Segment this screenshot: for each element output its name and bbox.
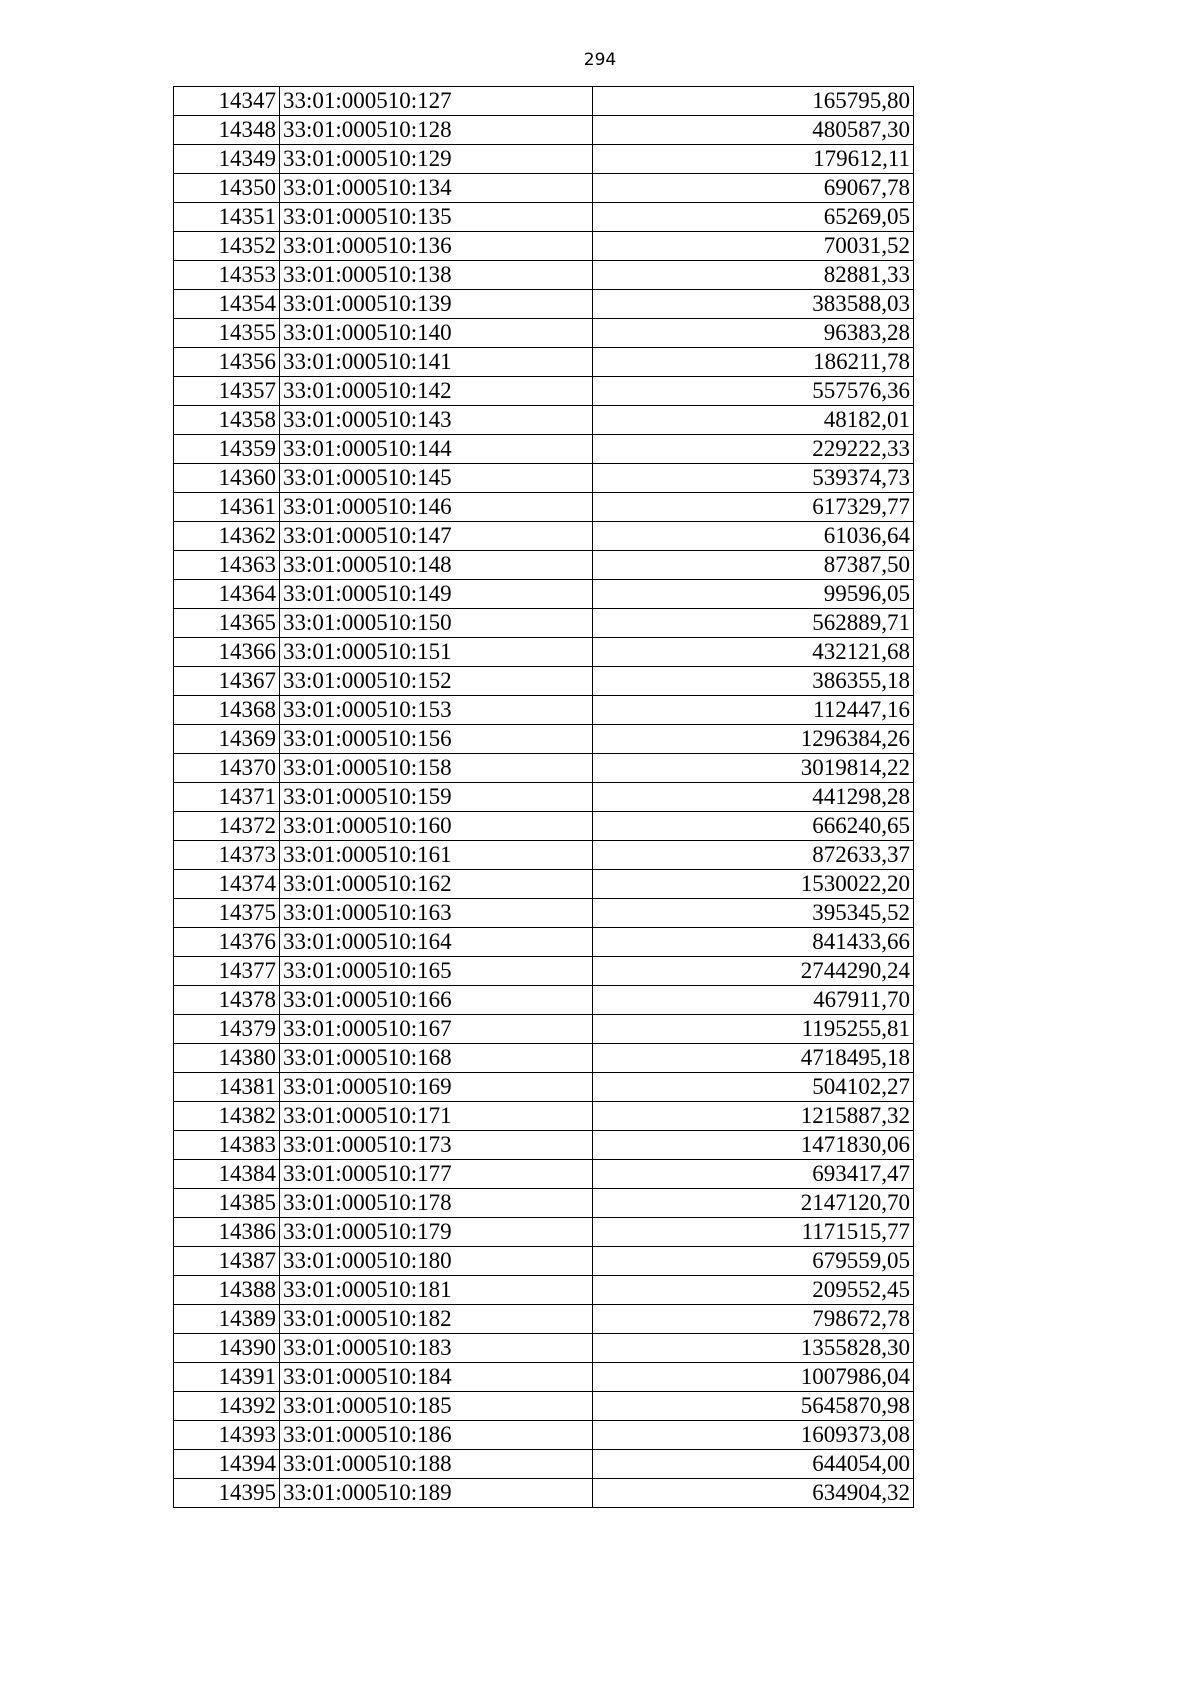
cadastral-number-cell: 33:01:000510:183 — [280, 1334, 593, 1363]
table-row — [174, 986, 914, 1015]
table-row — [174, 1479, 914, 1508]
row-number-cell: 14364 — [174, 580, 280, 609]
table-row — [174, 609, 914, 638]
cadastral-value-cell: 634904,32 — [593, 1479, 914, 1508]
row-number-cell: 14352 — [174, 232, 280, 261]
cadastral-value-cell: 1171515,77 — [593, 1218, 914, 1247]
cadastral-value-cell: 96383,28 — [593, 319, 914, 348]
cadastral-value-cell: 4718495,18 — [593, 1044, 914, 1073]
row-number-cell: 14361 — [174, 493, 280, 522]
cadastral-value-cell: 2744290,24 — [593, 957, 914, 986]
table-row — [174, 1421, 914, 1450]
cadastral-number-cell: 33:01:000510:146 — [280, 493, 593, 522]
table-row — [174, 1102, 914, 1131]
table-row — [174, 290, 914, 319]
row-number-cell: 14382 — [174, 1102, 280, 1131]
cadastral-number-cell: 33:01:000510:136 — [280, 232, 593, 261]
row-number-cell: 14383 — [174, 1131, 280, 1160]
row-number-cell: 14350 — [174, 174, 280, 203]
cadastral-number-cell: 33:01:000510:161 — [280, 841, 593, 870]
cadastral-value-cell: 666240,65 — [593, 812, 914, 841]
table-row — [174, 377, 914, 406]
cadastral-number-cell: 33:01:000510:145 — [280, 464, 593, 493]
cadastral-value-cell: 48182,01 — [593, 406, 914, 435]
table-row — [174, 667, 914, 696]
row-number-cell: 14365 — [174, 609, 280, 638]
cadastral-value-cell: 432121,68 — [593, 638, 914, 667]
cadastral-number-cell: 33:01:000510:148 — [280, 551, 593, 580]
cadastral-number-cell: 33:01:000510:186 — [280, 1421, 593, 1450]
row-number-cell: 14347 — [174, 87, 280, 116]
row-number-cell: 14380 — [174, 1044, 280, 1073]
table-row — [174, 870, 914, 899]
cadastral-value-cell: 82881,33 — [593, 261, 914, 290]
table-row — [174, 1015, 914, 1044]
cadastral-number-cell: 33:01:000510:179 — [280, 1218, 593, 1247]
cadastral-number-cell: 33:01:000510:135 — [280, 203, 593, 232]
cadastral-number-cell: 33:01:000510:141 — [280, 348, 593, 377]
cadastral-value-cell: 562889,71 — [593, 609, 914, 638]
row-number-cell: 14355 — [174, 319, 280, 348]
table-row — [174, 406, 914, 435]
row-number-cell: 14363 — [174, 551, 280, 580]
cadastral-value-cell: 1215887,32 — [593, 1102, 914, 1131]
table-row — [174, 899, 914, 928]
cadastral-number-cell: 33:01:000510:138 — [280, 261, 593, 290]
cadastral-number-cell: 33:01:000510:140 — [280, 319, 593, 348]
cadastral-number-cell: 33:01:000510:182 — [280, 1305, 593, 1334]
cadastral-number-cell: 33:01:000510:158 — [280, 754, 593, 783]
row-number-cell: 14374 — [174, 870, 280, 899]
table-row — [174, 754, 914, 783]
row-number-cell: 14367 — [174, 667, 280, 696]
row-number-cell: 14384 — [174, 1160, 280, 1189]
row-number-cell: 14379 — [174, 1015, 280, 1044]
cadastral-number-cell: 33:01:000510:149 — [280, 580, 593, 609]
table-row — [174, 1131, 914, 1160]
cadastral-number-cell: 33:01:000510:166 — [280, 986, 593, 1015]
row-number-cell: 14373 — [174, 841, 280, 870]
cadastral-value-cell: 693417,47 — [593, 1160, 914, 1189]
cadastral-number-cell: 33:01:000510:163 — [280, 899, 593, 928]
cadastral-value-cell: 557576,36 — [593, 377, 914, 406]
row-number-cell: 14393 — [174, 1421, 280, 1450]
row-number-cell: 14349 — [174, 145, 280, 174]
row-number-cell: 14388 — [174, 1276, 280, 1305]
row-number-cell: 14375 — [174, 899, 280, 928]
table-row — [174, 464, 914, 493]
table-row — [174, 435, 914, 464]
row-number-cell: 14385 — [174, 1189, 280, 1218]
cadastral-number-cell: 33:01:000510:177 — [280, 1160, 593, 1189]
cadastral-number-cell: 33:01:000510:134 — [280, 174, 593, 203]
cadastral-value-cell: 5645870,98 — [593, 1392, 914, 1421]
table-row — [174, 1363, 914, 1392]
row-number-cell: 14387 — [174, 1247, 280, 1276]
table-row — [174, 638, 914, 667]
table-row — [174, 725, 914, 754]
cadastral-value-cell: 112447,16 — [593, 696, 914, 725]
cadastral-value-cell: 87387,50 — [593, 551, 914, 580]
cadastral-number-cell: 33:01:000510:128 — [280, 116, 593, 145]
cadastral-value-cell: 186211,78 — [593, 348, 914, 377]
cadastral-number-cell: 33:01:000510:127 — [280, 87, 593, 116]
cadastral-value-cell: 3019814,22 — [593, 754, 914, 783]
row-number-cell: 14372 — [174, 812, 280, 841]
table-row — [174, 174, 914, 203]
table-row — [174, 116, 914, 145]
cadastral-value-cell: 467911,70 — [593, 986, 914, 1015]
table-row — [174, 1276, 914, 1305]
row-number-cell: 14378 — [174, 986, 280, 1015]
cadastral-number-cell: 33:01:000510:150 — [280, 609, 593, 638]
cadastral-value-cell: 99596,05 — [593, 580, 914, 609]
cadastral-value-cell: 70031,52 — [593, 232, 914, 261]
table-row — [174, 1189, 914, 1218]
row-number-cell: 14395 — [174, 1479, 280, 1508]
cadastral-number-cell: 33:01:000510:143 — [280, 406, 593, 435]
table-row — [174, 1450, 914, 1479]
table-row — [174, 783, 914, 812]
cadastral-number-cell: 33:01:000510:181 — [280, 1276, 593, 1305]
table-row — [174, 957, 914, 986]
table-row — [174, 87, 914, 116]
cadastral-value-cell: 679559,05 — [593, 1247, 914, 1276]
cadastral-number-cell: 33:01:000510:139 — [280, 290, 593, 319]
cadastral-number-cell: 33:01:000510:159 — [280, 783, 593, 812]
cadastral-number-cell: 33:01:000510:153 — [280, 696, 593, 725]
row-number-cell: 14392 — [174, 1392, 280, 1421]
cadastral-number-cell: 33:01:000510:129 — [280, 145, 593, 174]
cadastral-value-cell: 1471830,06 — [593, 1131, 914, 1160]
cadastral-number-cell: 33:01:000510:168 — [280, 1044, 593, 1073]
table-row — [174, 1305, 914, 1334]
table-row — [174, 348, 914, 377]
row-number-cell: 14354 — [174, 290, 280, 319]
cadastral-number-cell: 33:01:000510:180 — [280, 1247, 593, 1276]
cadastral-value-cell: 209552,45 — [593, 1276, 914, 1305]
row-number-cell: 14377 — [174, 957, 280, 986]
cadastral-value-cell: 441298,28 — [593, 783, 914, 812]
row-number-cell: 14370 — [174, 754, 280, 783]
table-row — [174, 928, 914, 957]
row-number-cell: 14390 — [174, 1334, 280, 1363]
cadastral-number-cell: 33:01:000510:156 — [280, 725, 593, 754]
cadastral-value-cell: 644054,00 — [593, 1450, 914, 1479]
cadastral-value-cell: 539374,73 — [593, 464, 914, 493]
row-number-cell: 14371 — [174, 783, 280, 812]
cadastral-number-cell: 33:01:000510:178 — [280, 1189, 593, 1218]
row-number-cell: 14389 — [174, 1305, 280, 1334]
cadastral-value-table — [173, 86, 914, 1508]
cadastral-value-cell: 872633,37 — [593, 841, 914, 870]
cadastral-number-cell: 33:01:000510:188 — [280, 1450, 593, 1479]
row-number-cell: 14358 — [174, 406, 280, 435]
row-number-cell: 14356 — [174, 348, 280, 377]
cadastral-value-cell: 383588,03 — [593, 290, 914, 319]
cadastral-number-cell: 33:01:000510:171 — [280, 1102, 593, 1131]
cadastral-number-cell: 33:01:000510:189 — [280, 1479, 593, 1508]
row-number-cell: 14353 — [174, 261, 280, 290]
cadastral-value-cell: 1530022,20 — [593, 870, 914, 899]
cadastral-number-cell: 33:01:000510:185 — [280, 1392, 593, 1421]
table-row — [174, 1334, 914, 1363]
cadastral-value-cell: 617329,77 — [593, 493, 914, 522]
cadastral-value-cell: 1195255,81 — [593, 1015, 914, 1044]
cadastral-number-cell: 33:01:000510:152 — [280, 667, 593, 696]
row-number-cell: 14351 — [174, 203, 280, 232]
cadastral-value-cell: 386355,18 — [593, 667, 914, 696]
cadastral-number-cell: 33:01:000510:162 — [280, 870, 593, 899]
cadastral-number-cell: 33:01:000510:173 — [280, 1131, 593, 1160]
table-row — [174, 232, 914, 261]
table-row — [174, 1392, 914, 1421]
cadastral-value-cell: 480587,30 — [593, 116, 914, 145]
row-number-cell: 14357 — [174, 377, 280, 406]
cadastral-value-cell: 504102,27 — [593, 1073, 914, 1102]
cadastral-value-cell: 229222,33 — [593, 435, 914, 464]
row-number-cell: 14386 — [174, 1218, 280, 1247]
cadastral-number-cell: 33:01:000510:144 — [280, 435, 593, 464]
cadastral-value-cell: 1609373,08 — [593, 1421, 914, 1450]
table-row — [174, 841, 914, 870]
cadastral-value-cell: 1355828,30 — [593, 1334, 914, 1363]
table-row — [174, 522, 914, 551]
row-number-cell: 14391 — [174, 1363, 280, 1392]
row-number-cell: 14362 — [174, 522, 280, 551]
cadastral-number-cell: 33:01:000510:169 — [280, 1073, 593, 1102]
page-number: 294 — [583, 50, 617, 70]
cadastral-value-cell: 65269,05 — [593, 203, 914, 232]
cadastral-value-cell: 841433,66 — [593, 928, 914, 957]
row-number-cell: 14359 — [174, 435, 280, 464]
cadastral-value-cell: 1007986,04 — [593, 1363, 914, 1392]
row-number-cell: 14360 — [174, 464, 280, 493]
table-row — [174, 319, 914, 348]
cadastral-value-cell: 61036,64 — [593, 522, 914, 551]
table-row — [174, 551, 914, 580]
row-number-cell: 14394 — [174, 1450, 280, 1479]
table-row — [174, 580, 914, 609]
table-row — [174, 812, 914, 841]
cadastral-value-cell: 69067,78 — [593, 174, 914, 203]
row-number-cell: 14348 — [174, 116, 280, 145]
table-row — [174, 261, 914, 290]
cadastral-number-cell: 33:01:000510:160 — [280, 812, 593, 841]
cadastral-number-cell: 33:01:000510:164 — [280, 928, 593, 957]
table-row — [174, 1044, 914, 1073]
row-number-cell: 14366 — [174, 638, 280, 667]
cadastral-number-cell: 33:01:000510:167 — [280, 1015, 593, 1044]
cadastral-number-cell: 33:01:000510:147 — [280, 522, 593, 551]
table-row — [174, 1073, 914, 1102]
row-number-cell: 14368 — [174, 696, 280, 725]
cadastral-number-cell: 33:01:000510:165 — [280, 957, 593, 986]
cadastral-number-cell: 33:01:000510:184 — [280, 1363, 593, 1392]
table-row — [174, 1160, 914, 1189]
cadastral-number-cell: 33:01:000510:142 — [280, 377, 593, 406]
cadastral-value-cell: 165795,80 — [593, 87, 914, 116]
table-row — [174, 203, 914, 232]
row-number-cell: 14381 — [174, 1073, 280, 1102]
table-row — [174, 1218, 914, 1247]
cadastral-value-cell: 798672,78 — [593, 1305, 914, 1334]
row-number-cell: 14376 — [174, 928, 280, 957]
table-row — [174, 696, 914, 725]
cadastral-number-cell: 33:01:000510:151 — [280, 638, 593, 667]
table-row — [174, 1247, 914, 1276]
cadastral-value-cell: 1296384,26 — [593, 725, 914, 754]
cadastral-value-cell: 179612,11 — [593, 145, 914, 174]
table-row — [174, 145, 914, 174]
cadastral-value-cell: 395345,52 — [593, 899, 914, 928]
table-row — [174, 493, 914, 522]
row-number-cell: 14369 — [174, 725, 280, 754]
table-body — [174, 87, 914, 1508]
cadastral-value-cell: 2147120,70 — [593, 1189, 914, 1218]
